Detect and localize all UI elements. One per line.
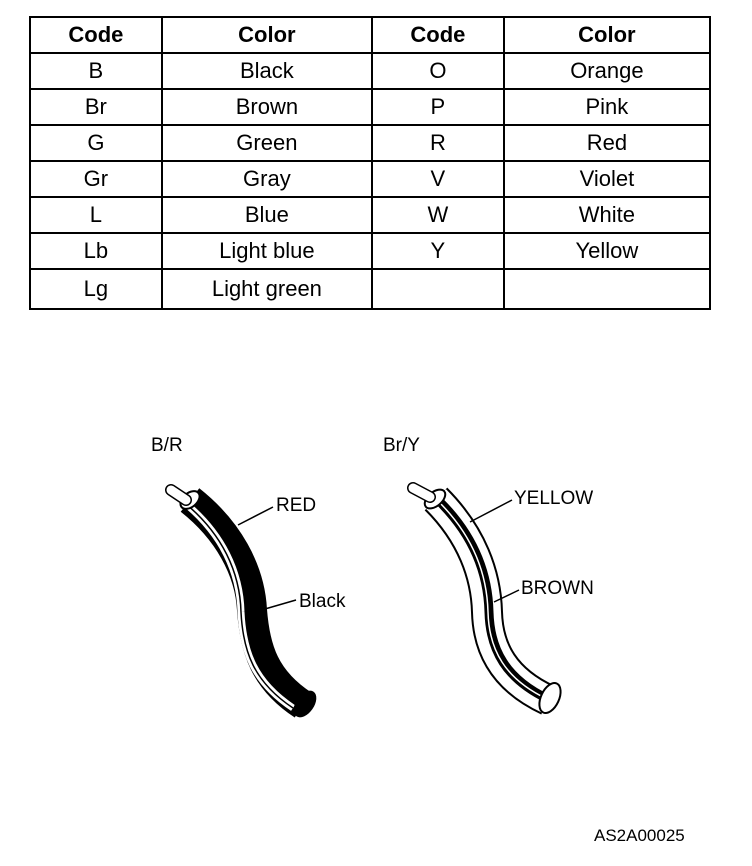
color-cell: Light blue — [162, 233, 372, 269]
code-cell: Lg — [30, 269, 162, 309]
header-color-1: Color — [162, 17, 372, 53]
leader-line — [470, 500, 512, 522]
figure-id: AS2A00025 — [594, 826, 685, 845]
code-cell: R — [372, 125, 504, 161]
color-cell: Blue — [162, 197, 372, 233]
header-code-1: Code — [30, 17, 162, 53]
code-cell: P — [372, 89, 504, 125]
code-cell: Br — [30, 89, 162, 125]
color-cell: Yellow — [504, 233, 710, 269]
code-cell: B — [30, 53, 162, 89]
code-cell: W — [372, 197, 504, 233]
wire-code-label: Br/Y — [383, 435, 420, 456]
code-cell: L — [30, 197, 162, 233]
code-cell: Gr — [30, 161, 162, 197]
color-cell: Brown — [162, 89, 372, 125]
code-cell: O — [372, 53, 504, 89]
code-cell: Lb — [30, 233, 162, 269]
code-cell: V — [372, 161, 504, 197]
color-cell: Pink — [504, 89, 710, 125]
header-color-2: Color — [504, 17, 710, 53]
header-code-2: Code — [372, 17, 504, 53]
color-cell: Violet — [504, 161, 710, 197]
color-cell: Gray — [162, 161, 372, 197]
color-cell: White — [504, 197, 710, 233]
color-cell: Green — [162, 125, 372, 161]
stripe-color-label: YELLOW — [514, 488, 594, 509]
base-color-label: Black — [299, 591, 346, 612]
stripe-color-label: RED — [276, 495, 317, 516]
wire-br-y — [383, 435, 594, 716]
wire-code-label: B/R — [151, 435, 183, 456]
base-color-label: BROWN — [521, 578, 594, 599]
leader-line — [238, 507, 273, 525]
code-cell: Y — [372, 233, 504, 269]
code-cell: G — [30, 125, 162, 161]
color-cell: Orange — [504, 53, 710, 89]
wire-b-r — [151, 435, 346, 721]
color-cell: Black — [162, 53, 372, 89]
color-cell: Light green — [162, 269, 372, 309]
color-cell: Red — [504, 125, 710, 161]
